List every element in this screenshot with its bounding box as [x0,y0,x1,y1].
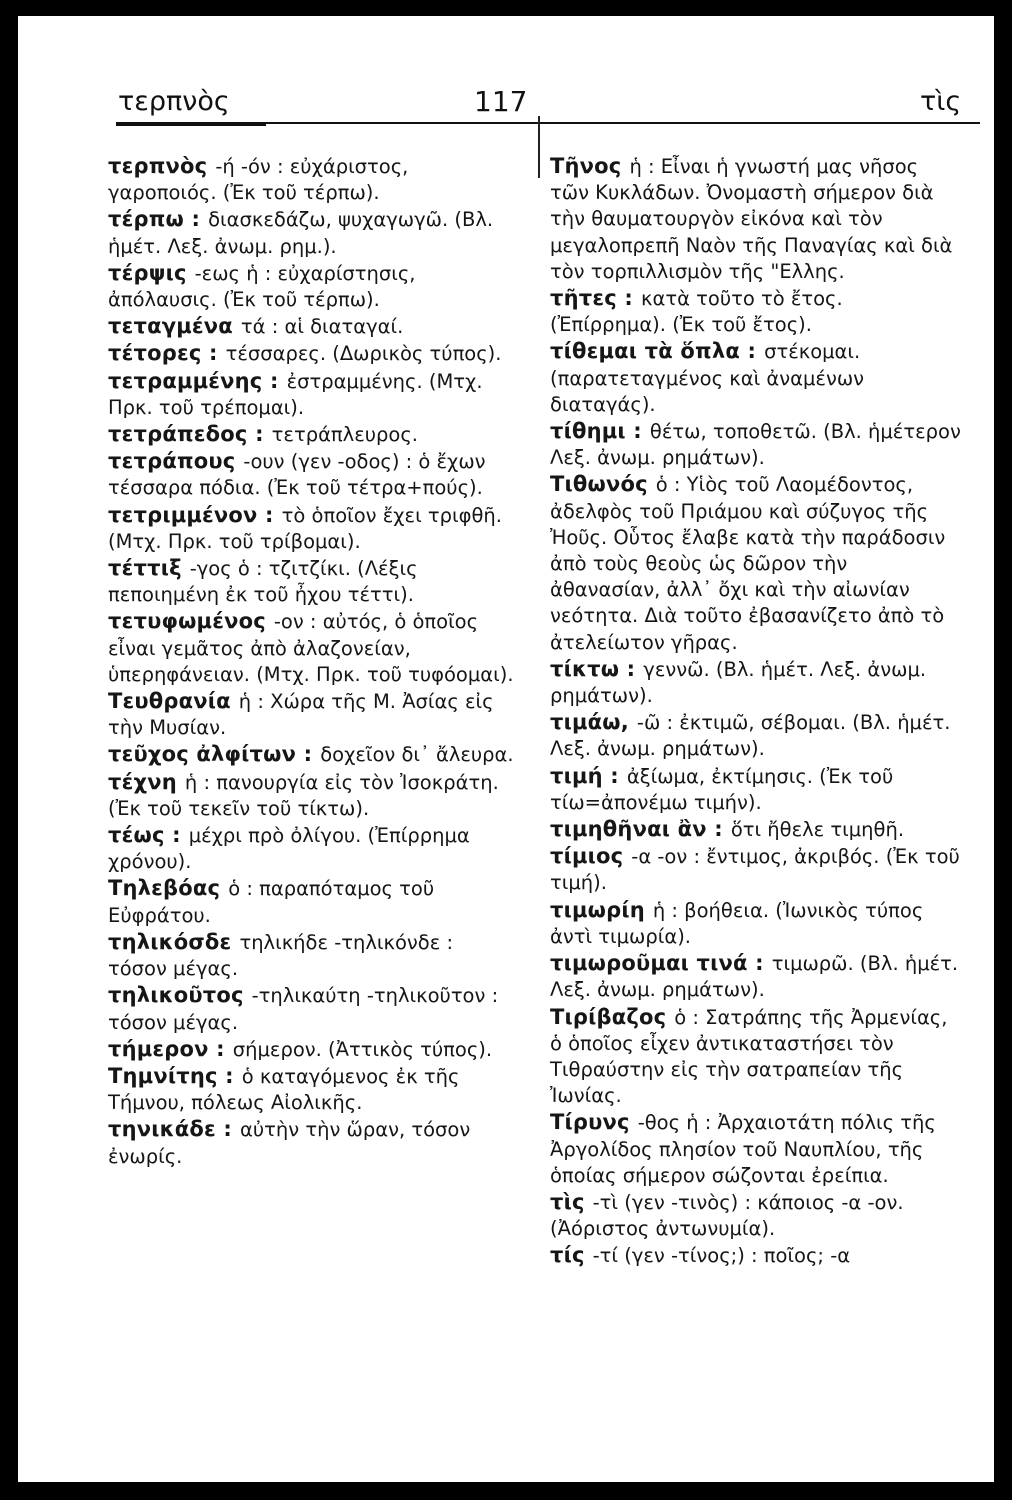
dictionary-entry [108,875,518,928]
entry-definition: ἡ : Χώρα τῆς Μ. Ἀσίας εἰς τὴν Μυσίαν. [108,690,494,740]
entry-definition: γεννῶ. (Βλ. ἡμέτ. Λεξ. ἀνωμ. ρημάτων). [550,657,927,708]
dictionary-entry [108,1116,518,1169]
entry-definition: τηλικήδε -τηλικόνδε : τόσον μέγας. [108,930,454,981]
entry-definition: διασκεδάζω, ψυχαγωγῶ. (Βλ. ἡμέτ. Λεξ. ἀνωμ. ρημ.). [108,208,494,258]
dictionary-entry [108,502,518,555]
entry-headword: τίς [550,1243,585,1268]
entry-definition: δοχεῖον δι᾿ ἄλευρα. [320,743,514,767]
entry-definition: ὁ : Υἱὸς τοῦ Λαομέδοντος, ἀδελφὸς τοῦ Πριάμου καὶ σύζυγος τῆς Ἠοῦς. Οὗτος ἔλαβε κατὰ τὴν παράδοσιν ἀπὸ τοὺς θεοὺς ὡς δῶρον τὴν ἀθανασίαν, ἀλλ᾿ ὄχι καὶ τὴν αἰωνίαν νεότητα. Διὰ τοῦτο ἐβασανίζετο ἀπὸ τὸ ἀτελείωτον γῆρας. [550,473,946,654]
page-number: 117 [474,85,528,118]
dictionary-entry [108,555,518,608]
dictionary-entry [550,816,962,843]
entry-definition: -α -ον : ἔντιμος, ἀκριβός. (Ἐκ τοῦ τιμή). [550,845,960,895]
dictionary-entry [108,313,518,340]
dictionary-entry [550,656,962,709]
entry-headword: τετράπους [108,449,236,474]
entry-headword: τίθημι : [550,419,642,444]
entry-headword: τετραμμένης : [108,368,279,393]
dictionary-entry [108,1036,518,1063]
entry-headword: τέττιξ [108,556,182,581]
dictionary-entry [550,763,962,816]
entry-headword: τηνικάδε : [108,1117,233,1142]
entry-definition: κατὰ τοῦτο τὸ ἔτος. (Ἐπίρρημα). (Ἐκ τοῦ ἔτος). [550,287,843,337]
dictionary-entry [108,982,518,1035]
entry-definition: ἡ : βοήθεια. (Ἰωνικὸς τύπος ἀντὶ τιμωρία). [550,898,924,948]
entry-definition: -τὶ (γεν -τινὸς) : κάποιος -α -ον. (Ἀόριστος ἀντωνυμία). [550,1190,904,1241]
entry-definition: τέσσαρες. (Δωρικὸς τύπος). [225,342,502,366]
dictionary-entry [550,1004,962,1110]
entry-headword: Τίρυνς [550,1110,630,1135]
entry-definition: ὅτι ἤθελε τιμηθῆ. [730,818,905,842]
entry-headword: τετυφωμένος [108,609,266,634]
dictionary-entry [108,340,518,367]
entry-definition: ἡ : Εἶναι ἡ γνωστή μας νῆσος τῶν Κυκλάδων. Ὀνομαστὴ σήμερον διὰ τὴν θαυματουργὸν εἰκόνα καὶ τὸν μεγαλοπρεπῆ Ναὸν τῆς Παναγίας καὶ διὰ τὸν τορπιλλισμὸν τῆς "Ελλης. [550,155,953,283]
dictionary-entry [550,153,962,285]
dictionary-entry [108,421,518,448]
dictionary-entry [108,688,518,741]
entry-definition: -ή -όν : εὐχάριστος, γαροποιός. (Ἐκ τοῦ τέρπω). [108,155,409,205]
dictionary-entry [108,1063,518,1116]
dictionary-entry [550,1242,962,1269]
entry-definition: στέκομαι. (παρατεταγμένος καὶ ἀναμένων διαταγάς). [550,340,865,416]
entry-headword: Τευθρανία [108,689,231,714]
dictionary-entry [108,608,518,688]
entry-definition: ὁ καταγόμενος ἐκ τῆς Τήμνου, πόλεως Αἰολικῆς. [108,1064,460,1115]
right-column [550,153,962,1270]
entry-headword: τέρψις [108,260,187,285]
entry-definition: θέτω, τοποθετῶ. (Βλ. ἡμέτερον Λεξ. ἀνωμ. ρημάτων). [550,420,961,470]
entry-headword: τιμωροῦμαι τινά : [550,951,764,976]
entry-definition: ἀξίωμα, ἐκτίμησις. (Ἐκ τοῦ τίω=ἀπονέμω τιμήν). [550,764,894,814]
entry-headword: τήμερον : [108,1036,225,1061]
dictionary-entry [108,153,518,206]
dictionary-entry [108,260,518,313]
entry-definition: -τηλικαύτη -τηλικοῦτον : τόσον μέγας. [108,984,499,1034]
left-column [108,153,518,1170]
entry-headword: τιμάω, [550,710,629,735]
entry-definition: -ον : αὐτός, ὁ ὁποῖος εἶναι γεμᾶτος ἀπὸ ἀλαζονείαν, ὑπερηφάνειαν. (Μτχ. Πρκ. τοῦ τυφόομαι). [108,610,514,686]
entry-headword: τεταγμένα [108,314,233,339]
entry-definition: μέχρι πρὸ ὀλίγου. (Ἐπίρρημα χρόνου). [108,824,470,874]
entry-headword: Τηλεβόας [108,876,221,901]
dictionary-page [18,16,994,1482]
dictionary-entry [550,950,962,1003]
entry-headword: τῆτες : [550,286,634,311]
entry-headword: τιμηθῆναι ἂν : [550,817,723,842]
entry-definition: αὐτὴν τὴν ὥραν, τόσον ἐνωρίς. [108,1118,471,1168]
entry-headword: τετριμμένον : [108,502,274,527]
entry-definition: -γος ὁ : τζιτζίκι. (Λέξις πεποιημένη ἐκ τοῦ ἦχου τέττι). [108,557,418,607]
entry-headword: τεῦχος ἀλφίτων : [108,742,313,767]
dictionary-entry [108,741,518,768]
entry-definition: σήμερον. (Ἀττικὸς τύπος). [232,1037,493,1061]
entry-headword: τερπνὸς [108,154,208,178]
running-head-left: τερπνὸς [118,86,230,117]
dictionary-entry [550,897,962,950]
column-divider [538,116,540,178]
entry-headword: τίθεμαι τὰ ὅπλα : [550,339,757,364]
dictionary-entry [108,206,518,259]
dictionary-entry [108,448,518,501]
entry-headword: τέχνη [108,769,177,794]
entry-headword: Τῆνος [550,154,622,178]
entry-headword: τηλικοῦτος [108,983,244,1008]
entry-definition: -τί (γεν -τίνος;) : ποῖος; -α [592,1244,851,1268]
header-rule [116,122,980,124]
dictionary-entry [108,929,518,982]
entry-headword: τηλικόσδε [108,929,232,954]
entry-definition: τὸ ὁποῖον ἔχει τριφθῆ. (Μτχ. Πρκ. τοῦ τρίβομαι). [108,503,502,553]
entry-definition: -ῶ : ἐκτιμῶ, σέβομαι. (Βλ. ἡμέτ. Λεξ. ἀνωμ. ρημάτων). [550,711,951,761]
entry-definition: ὁ : Σατράπης τῆς Ἀρμενίας, ὁ ὁποῖος εἶχεν ἀντικαταστήσει τὸν Τιθραύστην εἰς τὴν σατραπείαν τῆς Ἰωνίας. [550,1005,948,1108]
running-head-right: τὶς [920,86,962,117]
entry-definition: ὁ : παραπόταμος τοῦ Εὐφράτου. [108,877,435,927]
dictionary-entry [108,822,518,875]
entry-headword: τετράπεδος : [108,422,264,447]
entry-definition: -ουν (γεν -οδος) : ὁ ἔχων τέσσαρα πόδια. (Ἐκ τοῦ τέτρα+πούς). [108,450,486,500]
dictionary-entry [108,769,518,822]
dictionary-entry [550,709,962,762]
dictionary-entry [108,368,518,421]
entry-headword: τίμιος [550,844,624,869]
entry-headword: τέρπω : [108,207,201,232]
entry-definition: τά : αἱ διαταγαί. [240,315,404,339]
entry-headword: τέτορες : [108,341,218,366]
entry-headword: Τημνίτης : [108,1063,234,1088]
dictionary-entry [550,1189,962,1242]
entry-definition: -θος ἡ : Ἀρχαιοτάτη πόλις τῆς Ἀργολίδος πλησίον τοῦ Ναυπλίου, τῆς ὁποίας σήμερον σώζονται ἐρείπια. [550,1111,936,1187]
dictionary-entry [550,418,962,471]
entry-definition: ἡ : πανουργία εἰς τὸν Ἰσοκράτη. (Ἐκ τοῦ τεκεῖν τοῦ τίκτω). [108,770,499,820]
head-underline [116,124,266,126]
entry-headword: τιμωρίη [550,897,645,922]
dictionary-entry [550,843,962,896]
dictionary-entry [550,338,962,418]
entry-headword: τίκτω : [550,656,636,681]
entry-definition: ἐστραμμένης. (Μτχ. Πρκ. τοῦ τρέπομαι). [108,369,483,419]
dictionary-entry [550,285,962,338]
entry-headword: τιμή : [550,763,619,788]
entry-headword: τέως : [108,823,181,848]
entry-definition: τετράπλευρος. [271,423,418,447]
entry-headword: Τιθωνός [550,472,648,497]
entry-headword: τὶς [550,1189,585,1214]
entry-definition: τιμωρῶ. (Βλ. ἡμέτ. Λεξ. ἀνωμ. ρημάτων). [550,952,959,1002]
dictionary-entry [550,471,962,655]
dictionary-entry [550,1109,962,1189]
entry-definition: -εως ἡ : εὐχαρίστησις, ἀπόλαυσις. (Ἐκ τοῦ τέρπω). [108,261,416,312]
entry-headword: Τιρίβαζος [550,1004,667,1029]
